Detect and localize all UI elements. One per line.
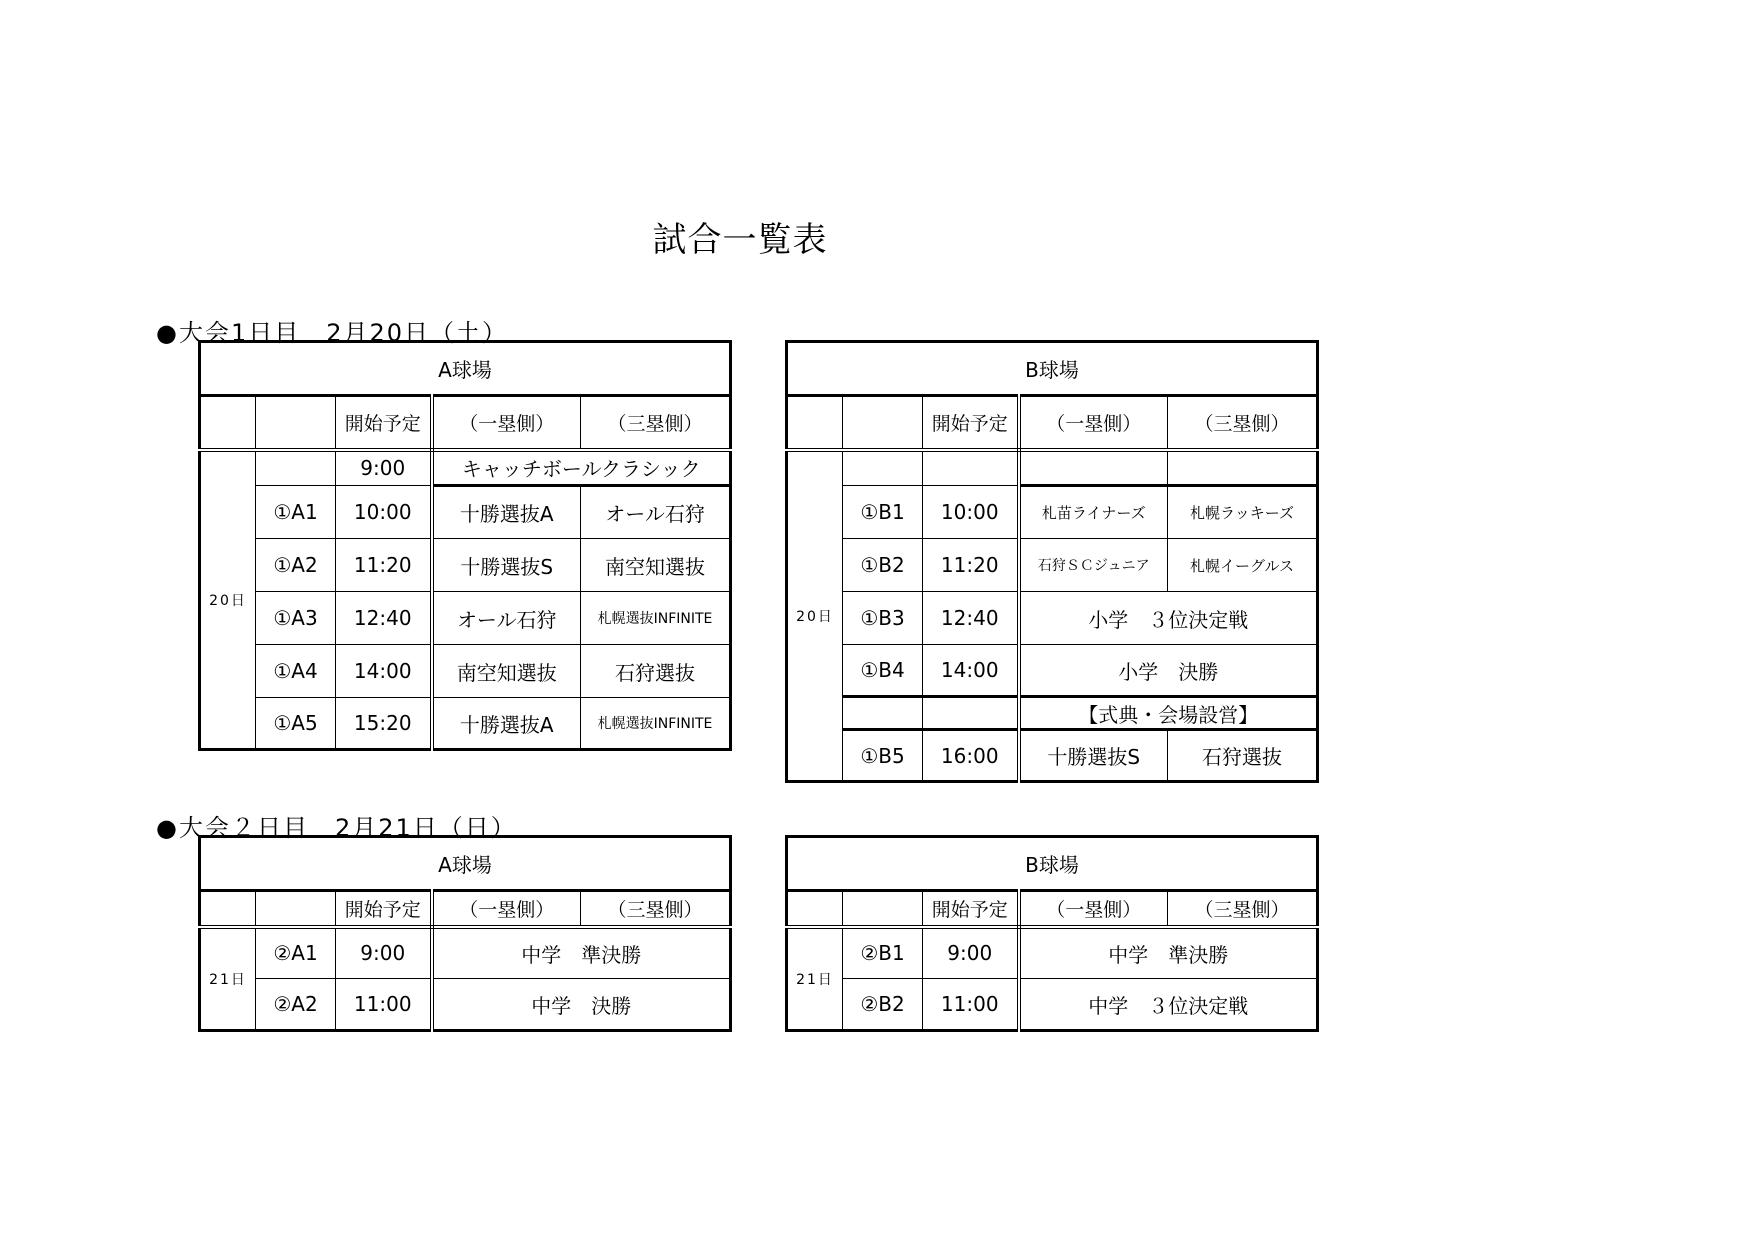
empty-cell <box>923 450 1019 486</box>
game-time: 12:40 <box>923 592 1019 645</box>
match-label: 中学 準決勝 <box>1019 927 1318 979</box>
team-third-base: 石狩選抜 <box>581 645 731 698</box>
team-first-base: 南空知選抜 <box>432 645 581 698</box>
field-name: A球場 <box>200 342 731 396</box>
header-third-base-side: （三塁側） <box>1168 891 1318 927</box>
game-id-blank <box>256 450 336 486</box>
day1-a-field-table <box>198 340 732 751</box>
day1-heading: ●大会1日目 2月20日（土） <box>156 319 509 347</box>
team-first-base: 十勝選抜S <box>1019 730 1168 782</box>
match-label: 中学 ３位決定戦 <box>1019 979 1318 1031</box>
day1-b-field-table <box>785 340 1319 783</box>
team-third-base: 札幌イーグルス <box>1168 539 1318 592</box>
header-blank <box>256 891 336 927</box>
team-third-base: 札幌ラッキーズ <box>1168 486 1318 539</box>
team-first-base: 十勝選抜S <box>432 539 581 592</box>
game-id: ①A2 <box>256 539 336 592</box>
header-blank <box>787 396 843 450</box>
header-first-base-side: （一塁側） <box>432 891 581 927</box>
header-blank <box>200 891 256 927</box>
game-id: ①A1 <box>256 486 336 539</box>
event-label: キャッチボールクラシック <box>432 450 731 486</box>
day-label: 21日 <box>787 927 843 1031</box>
day-label: 20日 <box>787 450 843 782</box>
game-id: ①A4 <box>256 645 336 698</box>
team-third-base: オール石狩 <box>581 486 731 539</box>
game-time: 10:00 <box>336 486 432 539</box>
game-time: 15:20 <box>336 698 432 750</box>
day2-b-field-table <box>785 835 1319 1032</box>
header-start-time: 開始予定 <box>336 891 432 927</box>
match-label: 中学 準決勝 <box>432 927 731 979</box>
day-label: 20日 <box>200 450 256 750</box>
team-third-base: 石狩選抜 <box>1168 730 1318 782</box>
team-first-base: 十勝選抜A <box>432 486 581 539</box>
team-third-base: 札幌選抜INFINITE <box>581 592 731 645</box>
day2-a-field-table <box>198 835 732 1032</box>
header-third-base-side: （三塁側） <box>581 396 731 450</box>
game-time: 14:00 <box>336 645 432 698</box>
game-time: 14:00 <box>923 645 1019 697</box>
header-blank <box>787 891 843 927</box>
header-blank <box>843 396 923 450</box>
header-blank <box>843 891 923 927</box>
empty-cell <box>843 697 923 730</box>
header-first-base-side: （一塁側） <box>1019 891 1168 927</box>
day-label: 21日 <box>200 927 256 1031</box>
empty-cell <box>1168 450 1318 486</box>
game-id: ②B1 <box>843 927 923 979</box>
team-first-base: オール石狩 <box>432 592 581 645</box>
game-time: 9:00 <box>336 927 432 979</box>
page-title: 試合一覧表 <box>652 220 828 260</box>
header-blank <box>200 396 256 450</box>
header-third-base-side: （三塁側） <box>1168 396 1318 450</box>
header-start-time: 開始予定 <box>923 396 1019 450</box>
header-third-base-side: （三塁側） <box>581 891 731 927</box>
empty-cell <box>923 697 1019 730</box>
game-id: ①A3 <box>256 592 336 645</box>
match-label: 小学 決勝 <box>1019 645 1318 697</box>
day2-heading: ●大会２日目 2月21日（日） <box>156 814 517 842</box>
header-first-base-side: （一塁側） <box>1019 396 1168 450</box>
game-id: ①B1 <box>843 486 923 539</box>
game-time: 16:00 <box>923 730 1019 782</box>
header-start-time: 開始予定 <box>923 891 1019 927</box>
game-time: 9:00 <box>923 927 1019 979</box>
match-label: 小学 ３位決定戦 <box>1019 592 1318 645</box>
field-name: A球場 <box>200 837 731 891</box>
empty-cell <box>1019 450 1168 486</box>
header-first-base-side: （一塁側） <box>432 396 581 450</box>
team-first-base: 十勝選抜A <box>432 698 581 750</box>
match-label: 中学 決勝 <box>432 979 731 1031</box>
game-id: ②B2 <box>843 979 923 1031</box>
team-third-base: 札幌選抜INFINITE <box>581 698 731 750</box>
header-blank <box>256 396 336 450</box>
team-first-base: 札苗ライナーズ <box>1019 486 1168 539</box>
team-third-base: 南空知選抜 <box>581 539 731 592</box>
game-id: ①B3 <box>843 592 923 645</box>
field-name: B球場 <box>787 342 1318 396</box>
game-id: ②A1 <box>256 927 336 979</box>
header-start-time: 開始予定 <box>336 396 432 450</box>
game-id: ②A2 <box>256 979 336 1031</box>
game-id: ①B5 <box>843 730 923 782</box>
game-time: 12:40 <box>336 592 432 645</box>
team-first-base: 石狩ＳＣジュニア <box>1019 539 1168 592</box>
game-time: 10:00 <box>923 486 1019 539</box>
game-time: 11:00 <box>336 979 432 1031</box>
game-time: 11:20 <box>923 539 1019 592</box>
game-id: ①B4 <box>843 645 923 697</box>
game-time: 9:00 <box>336 450 432 486</box>
ceremony-label: 【式典・会場設営】 <box>1019 697 1318 730</box>
empty-cell <box>843 450 923 486</box>
game-id: ①A5 <box>256 698 336 750</box>
game-time: 11:20 <box>336 539 432 592</box>
game-time: 11:00 <box>923 979 1019 1031</box>
game-id: ①B2 <box>843 539 923 592</box>
field-name: B球場 <box>787 837 1318 891</box>
